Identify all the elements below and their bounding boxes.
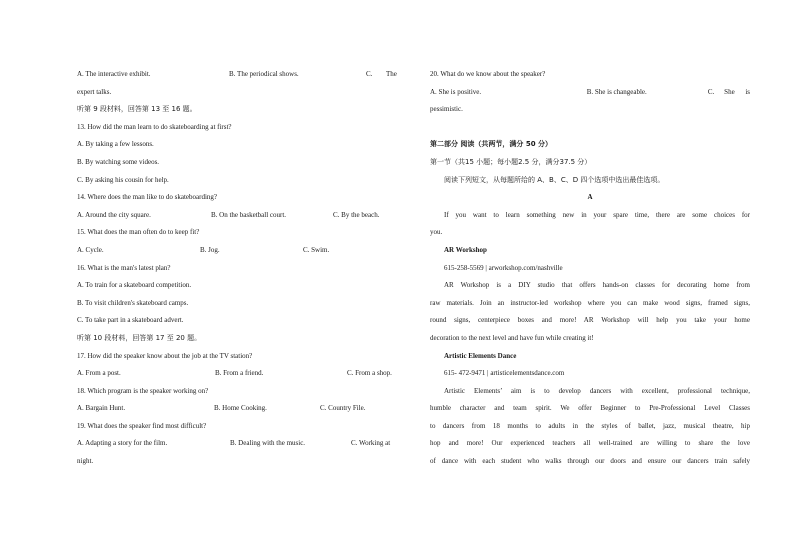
q19-option-c-continued: night. bbox=[77, 457, 94, 466]
artistic-elements-title: Artistic Elements Dance bbox=[444, 351, 517, 360]
option-a: A. From a post. bbox=[77, 369, 121, 378]
option-c-word: The bbox=[386, 70, 397, 78]
q17-options bbox=[77, 365, 397, 383]
ar-workshop-line-3: round signs, centerpiece boxes and more! AR Workshop will help you take your home bbox=[430, 316, 750, 325]
section-one-heading: 第一节（共15 小题；每小题2.5 分，满分37.5 分） bbox=[430, 157, 592, 166]
spacer bbox=[430, 119, 750, 137]
option-b: B. On the basketball court. bbox=[211, 210, 287, 219]
q16-option-a: A. To train for a skateboard competition. bbox=[77, 281, 192, 290]
material-9-heading: 听第 9 段材料，回答第 13 至 16 题。 bbox=[77, 105, 197, 114]
right-column bbox=[430, 66, 750, 471]
material-10-heading: 听第 10 段材料，回答第 17 至 20 题。 bbox=[77, 333, 202, 342]
option-c: C. Swim. bbox=[303, 245, 330, 254]
question-14: 14. Where does the man like to do skateboarding? bbox=[77, 193, 218, 202]
option-b: B. The periodical shows. bbox=[229, 70, 299, 78]
ar-workshop-line-1: AR Workshop is a DIY studio that offers hands-on classes for decorating home from bbox=[444, 281, 750, 290]
option-c-letter: C. bbox=[707, 87, 715, 96]
option-c-word-1: She bbox=[724, 87, 735, 96]
q13-option-a: A. By taking a few lessons. bbox=[77, 140, 154, 149]
ar-workshop-line-2: raw materials. Join an instructor-led workshop where you can make wood signs, framed signs, bbox=[430, 298, 750, 307]
option-c: C. By the beach. bbox=[333, 210, 380, 219]
q18-options bbox=[77, 400, 397, 418]
artistic-elements-line-5: of dance with each student who walks through our doors and ensure our dancers train safely bbox=[430, 457, 750, 466]
option-b: B. From a friend. bbox=[215, 369, 264, 378]
part-two-heading: 第二部分 阅读（共两节，满分 50 分） bbox=[430, 140, 553, 149]
option-a: A. Bargain Hunt. bbox=[77, 404, 126, 413]
q14-options bbox=[77, 207, 397, 225]
q16-option-c: C. To take part in a skateboard advert. bbox=[77, 316, 184, 325]
option-a: A. The interactive exhibit. bbox=[77, 70, 151, 78]
q12-options bbox=[77, 66, 397, 84]
option-c-word-2: is bbox=[745, 87, 750, 96]
artistic-elements-line-1: Artistic Elements’ aim is to develop dancers with excellent, professional technique, bbox=[444, 386, 750, 395]
option-a: A. Adapting a story for the film. bbox=[77, 439, 168, 448]
question-20: 20. What do we know about the speaker? bbox=[430, 70, 546, 78]
question-13: 13. How did the man learn to do skateboarding at first? bbox=[77, 122, 232, 131]
artistic-elements-line-4: hop and more! Our experienced teachers all well-trained are willing to share the love bbox=[430, 439, 750, 448]
reading-instructions: 阅读下列短文，从每题所给的 A、B、C、D 四个选项中选出最佳选项。 bbox=[444, 175, 665, 184]
option-b: B. Dealing with the music. bbox=[230, 439, 306, 448]
intro-line-2: you. bbox=[430, 228, 443, 237]
ar-workshop-contact: 615-258-5569 | arworkshop.com/nashville bbox=[444, 263, 563, 272]
artistic-elements-line-3: to dancers from 18 months to adults in the styles of ballet, jazz, musical theatre, hip bbox=[430, 421, 750, 430]
q13-option-b: B. By watching some videos. bbox=[77, 157, 160, 166]
question-19: 19. What does the speaker find most difficult? bbox=[77, 421, 207, 430]
option-b: B. Jog. bbox=[200, 245, 220, 254]
question-18: 18. Which program is the speaker working on? bbox=[77, 386, 209, 395]
option-c: C. Country File. bbox=[320, 404, 366, 413]
left-column bbox=[77, 66, 397, 471]
ar-workshop-title: AR Workshop bbox=[444, 245, 487, 254]
artistic-elements-line-2: humble character and team spirit. We offer Beginner to Pre-Professional Level Classes bbox=[430, 404, 750, 413]
q20-options bbox=[430, 84, 750, 102]
q19-options bbox=[77, 435, 397, 453]
option-c-letter: C. bbox=[366, 70, 373, 78]
ar-workshop-line-4: decoration to the next level and have fun while creating it! bbox=[430, 333, 594, 342]
question-15: 15. What does the man often do to keep fit? bbox=[77, 228, 200, 237]
option-a: A. Around the city square. bbox=[77, 210, 151, 219]
option-b: B. Home Cooking. bbox=[214, 404, 267, 413]
artistic-elements-contact: 615- 472-9471 | artisticelementsdance.com bbox=[444, 369, 565, 378]
option-a: A. She is positive. bbox=[430, 87, 482, 96]
q20-option-c-continued: pessimistic. bbox=[430, 105, 463, 114]
intro-line-1: If you want to learn something new in your spare time, there are some choices for bbox=[444, 210, 750, 219]
option-b: B. She is changeable. bbox=[586, 87, 647, 96]
q13-option-c: C. By asking his cousin for help. bbox=[77, 175, 169, 184]
question-16: 16. What is the man's latest plan? bbox=[77, 263, 171, 272]
option-c: C. Working at bbox=[351, 439, 391, 448]
q15-options bbox=[77, 242, 397, 260]
q16-option-b: B. To visit children's skateboard camps. bbox=[77, 298, 189, 307]
q12-option-c-continued: expert talks. bbox=[77, 87, 112, 96]
question-17: 17. How did the speaker know about the job at the TV station? bbox=[77, 351, 253, 360]
option-c: C. From a shop. bbox=[347, 369, 392, 378]
option-a: A. Cycle. bbox=[77, 245, 104, 254]
passage-label: A bbox=[587, 193, 593, 202]
